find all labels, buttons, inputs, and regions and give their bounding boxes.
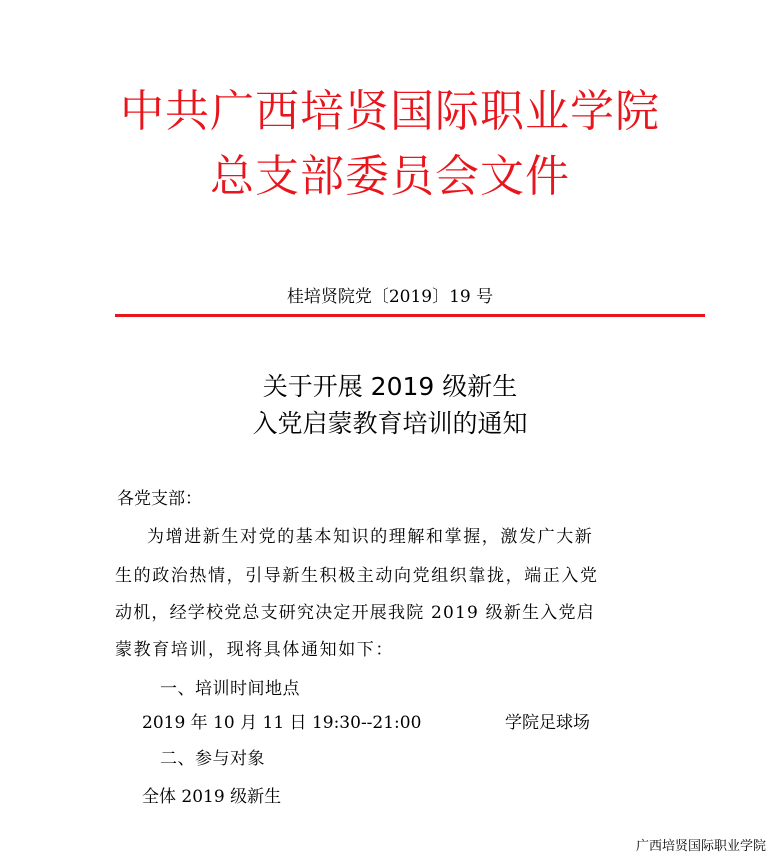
salutation: 各党支部： <box>117 489 202 509</box>
issuing-organization-line1: 中共广西培贤国际职业学院 <box>120 86 660 137</box>
training-location: 学院足球场 <box>505 713 590 733</box>
section-heading-time-place: 一、培训时间地点 <box>160 679 300 699</box>
document-title-line2: 入党启蒙教育培训的通知 <box>252 409 528 438</box>
paragraph-line: 动机，经学校党总支研究决定开展我院 2019 级新生入党启 <box>115 603 595 623</box>
issuing-organization-line2: 总支部委员会文件 <box>210 151 570 202</box>
document-title-line1: 关于开展 2019 级新生 <box>262 372 518 401</box>
paragraph-line: 蒙教育培训，现将具体通知如下： <box>115 640 394 660</box>
document-number: 桂培贤院党〔2019〕19 号 <box>286 287 494 307</box>
paragraph-line: 为增进新生对党的基本知识的理解和掌握，激发广大新 <box>147 527 594 547</box>
participants-detail: 全体 2019 级新生 <box>142 787 282 807</box>
header-divider <box>115 314 705 317</box>
training-datetime: 2019 年 10 月 11 日 19:30--21:00 <box>142 713 422 733</box>
section-heading-participants: 二、参与对象 <box>160 749 265 769</box>
paragraph-line: 生的政治热情，引导新生积极主动向党组织靠拢，端正入党 <box>115 566 599 586</box>
footer-watermark: 广西培贤国际职业学院 <box>635 839 766 854</box>
